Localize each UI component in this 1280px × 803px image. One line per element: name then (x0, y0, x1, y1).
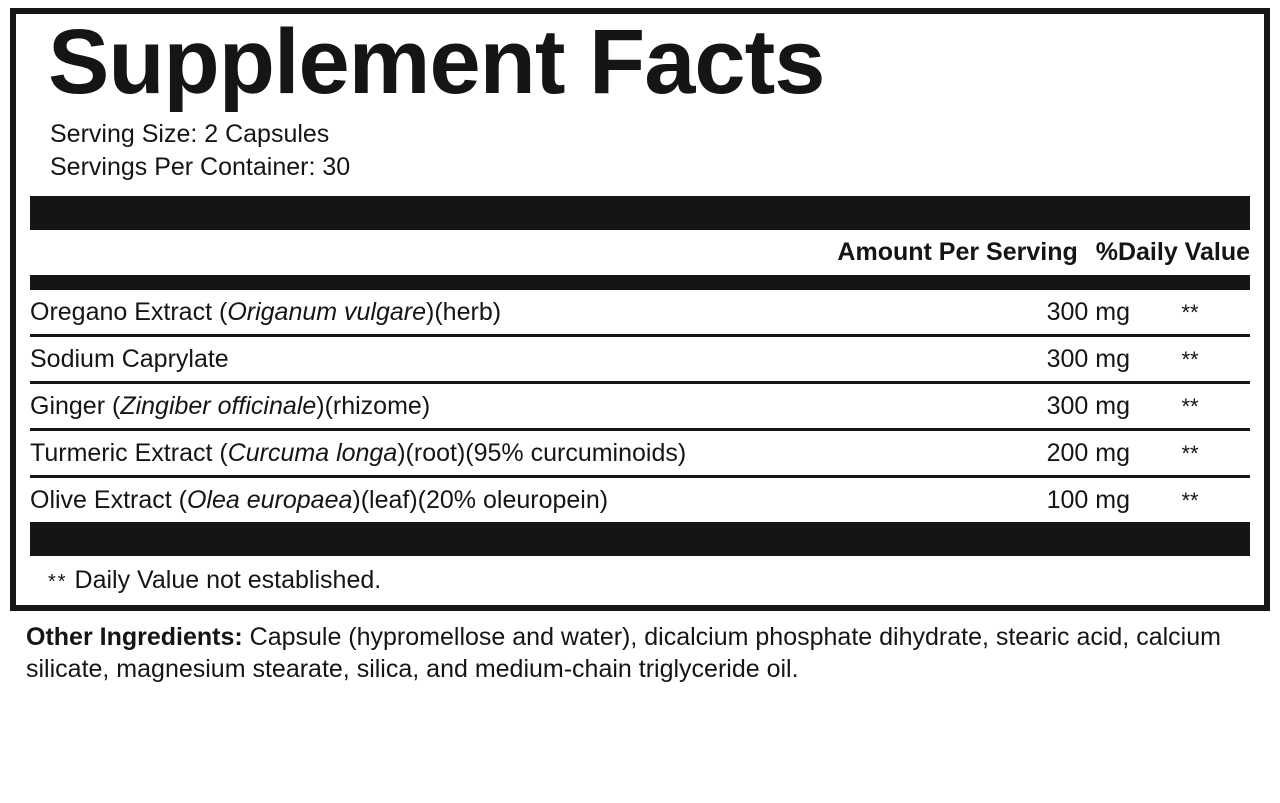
nutrient-name-pre: Oregano Extract ( (30, 298, 228, 326)
nutrient-daily-value: ** (1130, 430, 1250, 477)
nutrient-daily-value: ** (1181, 488, 1199, 513)
divider-thick-bottom (30, 522, 1250, 556)
table-row (30, 336, 1250, 383)
table-row (30, 430, 1250, 477)
column-headers (30, 230, 1250, 269)
nutrient-name-pre: Turmeric Extract ( (30, 439, 228, 467)
footnote-text: Daily Value not established. (74, 566, 382, 594)
nutrient-name (30, 477, 915, 523)
table-row (30, 477, 1250, 523)
nutrient-daily-value: ** (1130, 336, 1250, 383)
serving-size: Serving Size: 2 Capsules (50, 120, 330, 148)
daily-value-header: %Daily Value (1095, 238, 1250, 266)
nutrient-name (30, 336, 915, 383)
nutrient-daily-value: ** (1130, 383, 1250, 430)
nutrient-name-latin: Curcuma longa (227, 439, 398, 467)
divider-medium (30, 275, 1250, 290)
table-row (30, 290, 1250, 336)
nutrient-amount: 100 mg (1046, 486, 1130, 514)
servings-per-container: Servings Per Container: 30 (50, 153, 351, 181)
page-title: Supplement Facts (48, 11, 825, 113)
other-ingredients-text: Capsule (hypromellose and water), dicalcium phosphate dihydrate, stearic acid, calcium silicate, magnesium stearate, silica, and medium-chain triglyceride oil. (26, 623, 1221, 683)
serving-info (50, 118, 1250, 184)
nutrient-name-latin: Zingiber officinale (120, 392, 317, 420)
nutrient-name (30, 430, 915, 477)
nutrient-amount: 300 mg (915, 290, 1130, 336)
other-ingredients (10, 611, 1270, 685)
nutrient-name-latin: Olea europaea (186, 486, 353, 514)
nutrient-name-pre: Ginger ( (30, 392, 121, 420)
nutrient-name-post: )(herb) (426, 298, 502, 326)
nutrient-amount: 300 mg (915, 383, 1130, 430)
nutrient-name-post: )(leaf)(20% oleuropein) (352, 486, 609, 514)
nutrient-name-post: )(root)(95% curcuminoids) (397, 439, 687, 467)
supplement-facts-box (10, 8, 1270, 611)
nutrient-table (30, 290, 1250, 522)
nutrient-daily-value: ** (1130, 290, 1250, 336)
footnote-marker: ** (48, 571, 68, 593)
nutrient-amount: 300 mg (915, 336, 1130, 383)
daily-value-footnote (30, 556, 1250, 599)
nutrient-name-latin: Origanum vulgare (227, 298, 427, 326)
divider-thick-top (30, 196, 1250, 230)
nutrient-name-pre: Sodium Caprylate (30, 345, 229, 373)
table-row (30, 383, 1250, 430)
amount-per-serving-header: Amount Per Serving (837, 238, 1078, 266)
nutrient-name (30, 290, 915, 336)
nutrient-name (30, 383, 915, 430)
other-ingredients-label: Other Ingredients: (26, 623, 243, 651)
nutrient-amount: 200 mg (915, 430, 1130, 477)
nutrient-name-post: )(rhizome) (316, 392, 431, 420)
nutrient-name-pre: Olive Extract ( (30, 486, 187, 514)
